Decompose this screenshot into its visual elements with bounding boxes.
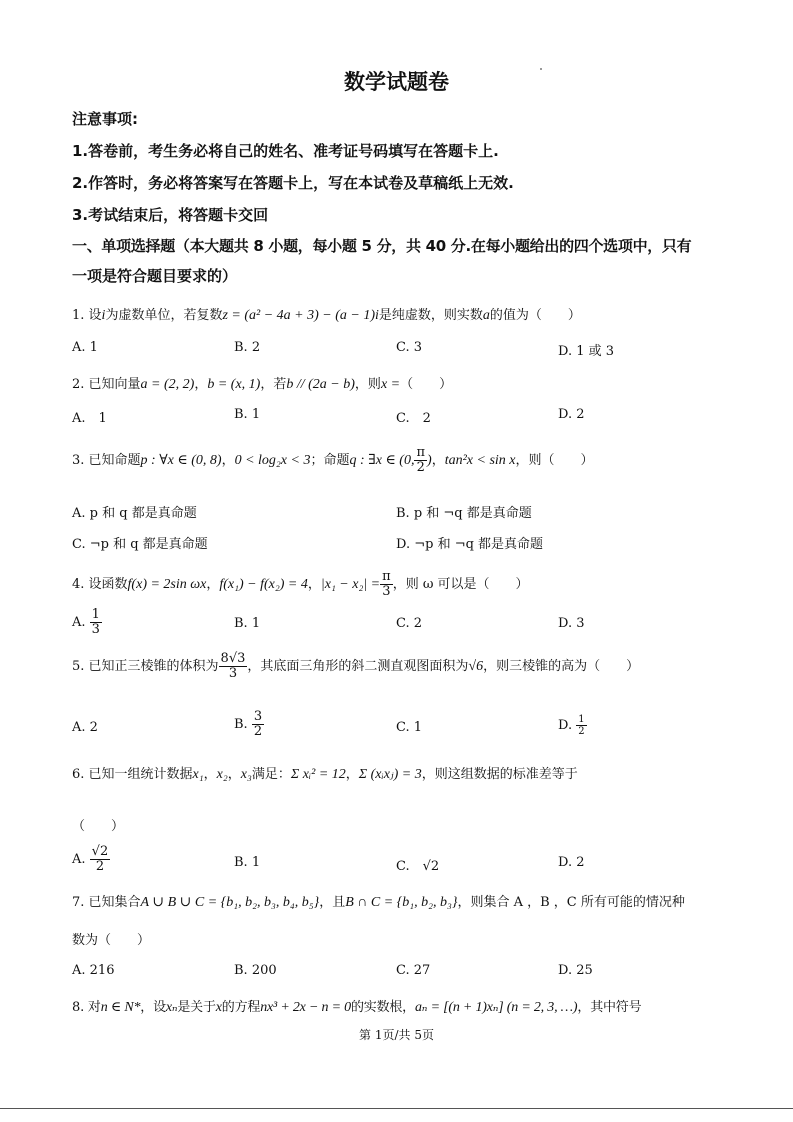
q5-option-d: D. $\frac{1}{2}$	[558, 714, 585, 737]
q4-option-b: B. 1	[234, 616, 261, 631]
q6-option-b: B. 1	[234, 855, 261, 870]
page-footer: 第 1页/共 5页	[359, 1028, 434, 1042]
q3-option-c: C. ¬p 和 q 都是真命题	[72, 537, 208, 552]
question-3: 3. 已知命题p : ∀x ∈ (0, 8)，0 < log₂x < 3；命题q : ∃x ∈ (0, $\frac{\pi}{2}$ )，tan²x < sin x，则（ ）	[72, 445, 594, 475]
question-8: 8. 对n ∈ N*，设xₙ是关于x的方程nx³ + 2x − n = 0的实数根，aₙ = [(n + 1)xₙ] (n = 2, 3, …)，其中符号	[72, 1000, 642, 1015]
q4-option-a: A. $\frac{1}{3}$	[72, 607, 100, 637]
q2-option-d: D. 2	[558, 407, 585, 422]
notice-item-2: 2.作答时，务必将答案写在答题卡上，写在本试卷及草稿纸上无效.	[72, 174, 514, 192]
q6-option-a: A. $\frac{√2}{2}$	[72, 844, 109, 874]
question-1: 1. 设i为虚数单位，若复数z = (a² − 4a + 3) − (a − 1)i是纯虚数，则实数a的值为（ ）	[72, 308, 581, 323]
q1-option-a: A. 1	[72, 340, 98, 355]
q1-option-c: C. 3	[396, 340, 423, 355]
q5-option-b: B. $\frac{3}{2}$	[234, 709, 263, 739]
q6-option-d: D. 2	[558, 855, 585, 870]
section-heading-line2: 一项是符合题目要求的）	[72, 267, 238, 285]
q3-option-a: A. p 和 q 都是真命题	[72, 506, 197, 521]
q6-bracket: （ ）	[72, 819, 125, 834]
q2-option-c: C. 2	[396, 411, 431, 426]
page-bottom-border	[0, 1108, 793, 1109]
question-5: 5. 已知正三棱锥的体积为 $\frac{8√3}{3}$ ，其底面三角形的斜二测直观图面积为√6，则三棱锥的高为（ ）	[72, 651, 640, 681]
q3-option-b: B. p 和 ¬q 都是真命题	[396, 506, 532, 521]
q7-option-a: A. 216	[72, 963, 115, 978]
q6-option-c: C. √2	[396, 859, 440, 874]
question-7-line2: 数为（ ）	[72, 933, 151, 948]
q2-option-b: B. 1	[234, 407, 261, 422]
q1-option-d: D. 1 或 3	[558, 344, 615, 359]
q1-formula: z = (a² − 4a + 3) − (a − 1)i	[222, 308, 379, 323]
q3-option-d: D. ¬p 和 ¬q 都是真命题	[396, 537, 544, 552]
q1-option-b: B. 2	[234, 340, 261, 355]
q7-option-b: B. 200	[234, 963, 277, 978]
page-title: 数学试题卷	[344, 70, 449, 94]
q2-option-a: A. 1	[72, 411, 107, 426]
q7-option-d: D. 25	[558, 963, 593, 978]
notice-item-3: 3.考试结束后，将答题卡交回	[72, 206, 269, 224]
notice-item-1: 1.答卷前，考生务必将自己的姓名、准考证号码填写在答题卡上.	[72, 142, 499, 160]
question-2: 2. 已知向量a = (2, 2)，b = (x, 1)，若b // (2a − b)，则x =（ ）	[72, 377, 453, 392]
q5-option-a: A. 2	[72, 720, 98, 735]
section-heading-line1: 一、单项选择题（本大题共 8 小题，每小题 5 分，共 40 分.在每小题给出的四个选项中，只有	[72, 237, 692, 255]
notice-heading: 注意事项:	[72, 110, 138, 128]
question-4: 4. 设函数f(x) = 2sin ωx，f(x₁) − f(x₂) = 4，|x₁ − x₂| = $\frac{\pi}{3}$ ，则 ω 可以是（ ）	[72, 569, 529, 599]
q4-option-d: D. 3	[558, 616, 585, 631]
question-6: 6. 已知一组统计数据x₁，x₂，x₃满足：Σ xᵢ² = 12，Σ (xᵢxⱼ) = 3，则这组数据的标准差等于	[72, 767, 578, 782]
q7-option-c: C. 27	[396, 963, 431, 978]
question-7: 7. 已知集合A ∪ B ∪ C = {b₁, b₂, b₃, b₄, b₅}，且B ∩ C = {b₁, b₂, b₃}，则集合 A ，B ，C 所有可能的情况种	[72, 895, 685, 910]
q4-option-c: C. 2	[396, 616, 423, 631]
q5-option-c: C. 1	[396, 720, 423, 735]
